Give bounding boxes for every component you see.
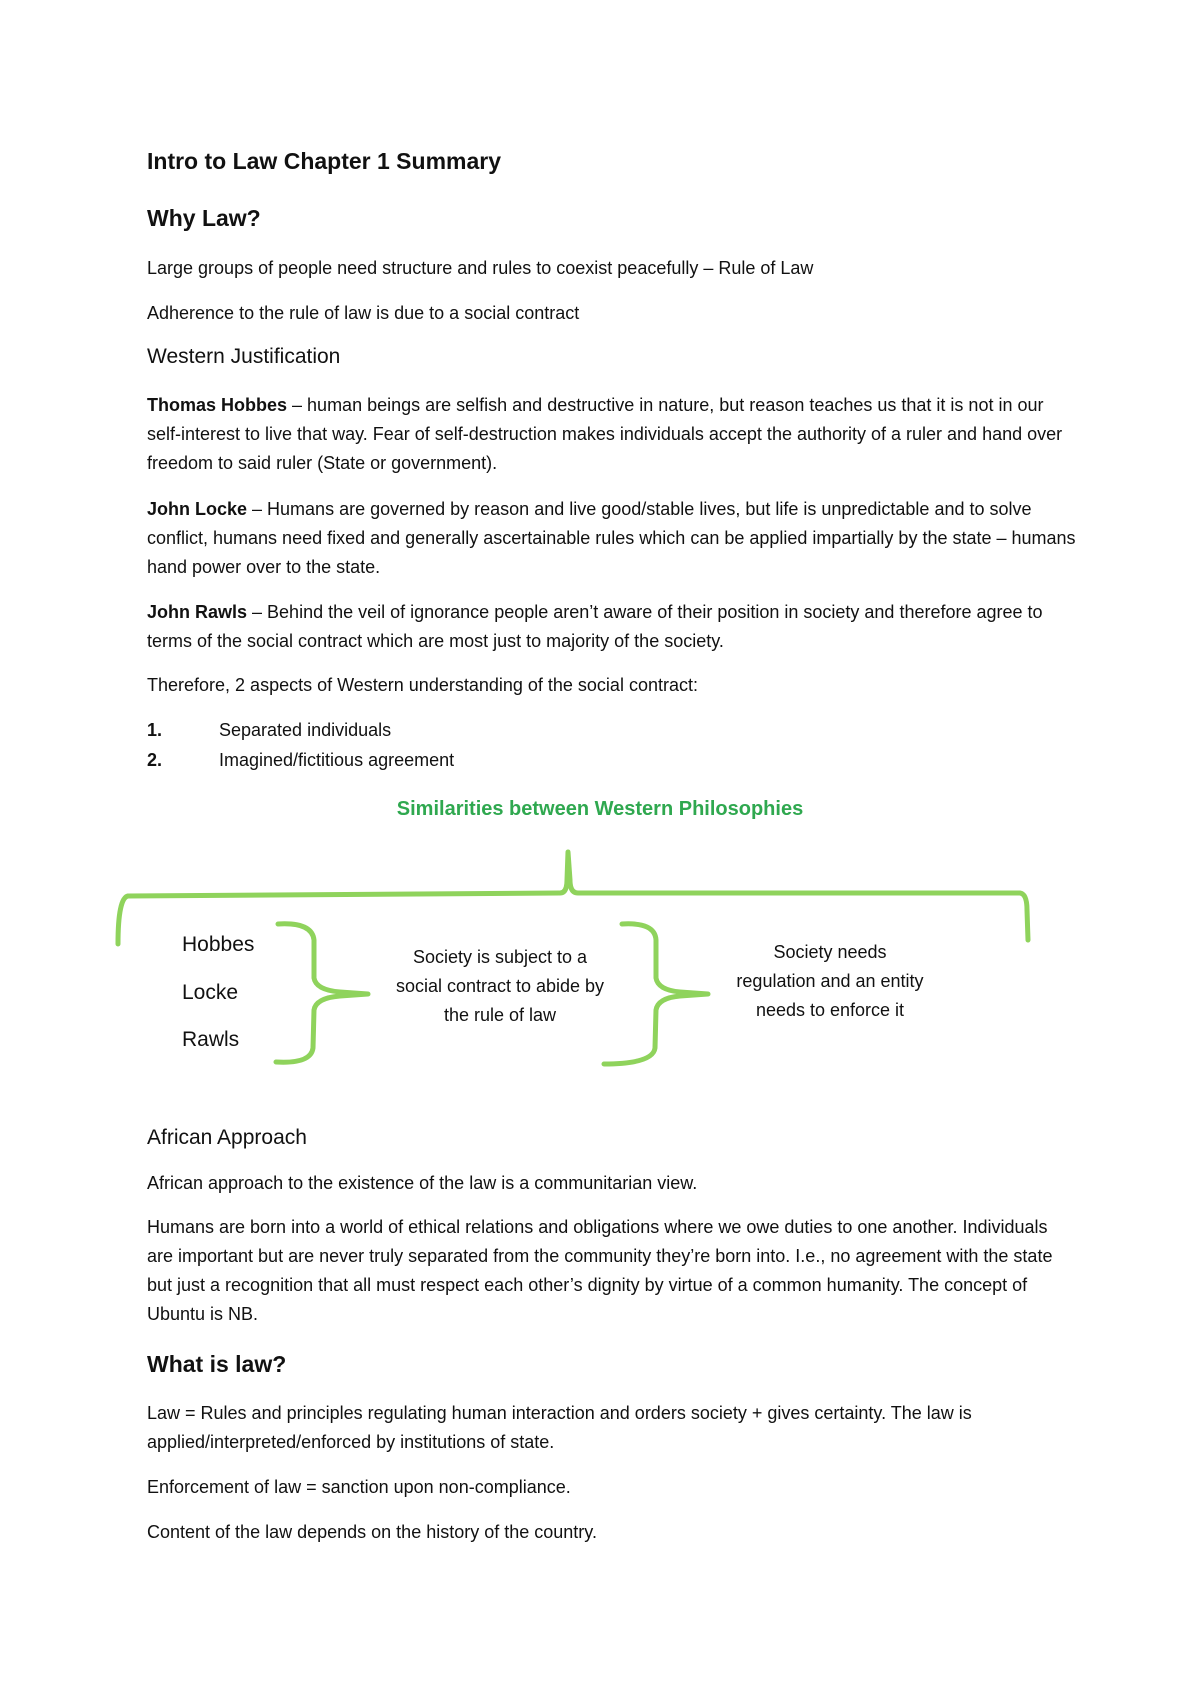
rawls-text: – Behind the veil of ignorance people aren’t aware of their position in society and therefore agree to terms of the social contract which are most just to majority of the society. xyxy=(147,602,1043,651)
regulation-box: Society needs regulation and an entity needs to enforce it xyxy=(736,942,924,1020)
list-item-number: 2. xyxy=(147,750,163,770)
why-law-heading: Why Law? xyxy=(147,205,261,231)
why-law-paragraph-2: Adherence to the rule of law is due to a social contract xyxy=(147,303,580,323)
list-item-text: Separated individuals xyxy=(219,720,392,740)
african-approach-heading: African Approach xyxy=(147,1126,307,1149)
rawls-name: John Rawls xyxy=(147,602,248,622)
document-title: Intro to Law Chapter 1 Summary xyxy=(147,148,502,174)
list-item-text: Imagined/fictitious agreement xyxy=(219,750,455,770)
diagram-title: Similarities between Western Philosophies xyxy=(396,798,804,820)
locke-paragraph xyxy=(147,495,1077,582)
list-item xyxy=(147,715,454,745)
rawls-paragraph xyxy=(147,598,1077,656)
why-law-paragraph-1: Large groups of people need structure and rules to coexist peacefully – Rule of Law xyxy=(147,258,814,278)
hobbes-text: – human beings are selfish and destructive in nature, but reason teaches us that it is not in our self-interest to live that way. Fear of self-destruction makes individuals accept the authority of a ruler and hand over freedom to said ruler (State or government). xyxy=(147,395,1063,473)
social-contract-box: Society is subject to a social contract to abide by the rule of law xyxy=(395,947,605,1025)
middle-brace xyxy=(604,924,708,1064)
what-is-law-paragraph-3: Content of the law depends on the history of the country. xyxy=(147,1522,597,1542)
therefore-paragraph: Therefore, 2 aspects of Western understanding of the social contract: xyxy=(147,675,698,695)
what-is-law-paragraph-1: Law = Rules and principles regulating human interaction and orders society + gives certainty. The law is applied/interpreted/enforced by institutions of state. xyxy=(147,1403,972,1452)
locke-text: – Humans are governed by reason and live good/stable lives, but life is unpredictable and to solve conflict, humans need fixed and generally ascertainable rules which can be applied impartially by the state – humans hand power over to the state. xyxy=(147,499,1076,577)
philosophers-brace xyxy=(276,924,368,1062)
african-paragraph-2: Humans are born into a world of ethical relations and obligations where we owe duties to one another. Individuals are important but are never truly separated from the community they’re born into. I.e., no agreement with the state but just a recognition that all must respect each other’s dignity by virtue of a common humanity. The concept of Ubuntu is NB. xyxy=(147,1217,1053,1324)
locke-name: John Locke xyxy=(147,499,248,519)
philosopher-locke: Locke xyxy=(182,981,239,1004)
philosopher-hobbes: Hobbes xyxy=(182,933,255,956)
list-item xyxy=(147,745,454,775)
philosopher-rawls: Rawls xyxy=(182,1028,240,1051)
african-paragraph-1: African approach to the existence of the law is a communitarian view. xyxy=(147,1173,698,1193)
list-item-number: 1. xyxy=(147,720,163,740)
western-justification-heading: Western Justification xyxy=(147,345,341,368)
hobbes-name: Thomas Hobbes xyxy=(147,395,288,415)
hobbes-paragraph xyxy=(147,391,1077,478)
what-is-law-paragraph-2: Enforcement of law = sanction upon non-compliance. xyxy=(147,1477,571,1497)
top-brace xyxy=(118,852,1028,944)
what-is-law-heading: What is law? xyxy=(147,1351,287,1377)
aspects-list xyxy=(147,715,454,775)
